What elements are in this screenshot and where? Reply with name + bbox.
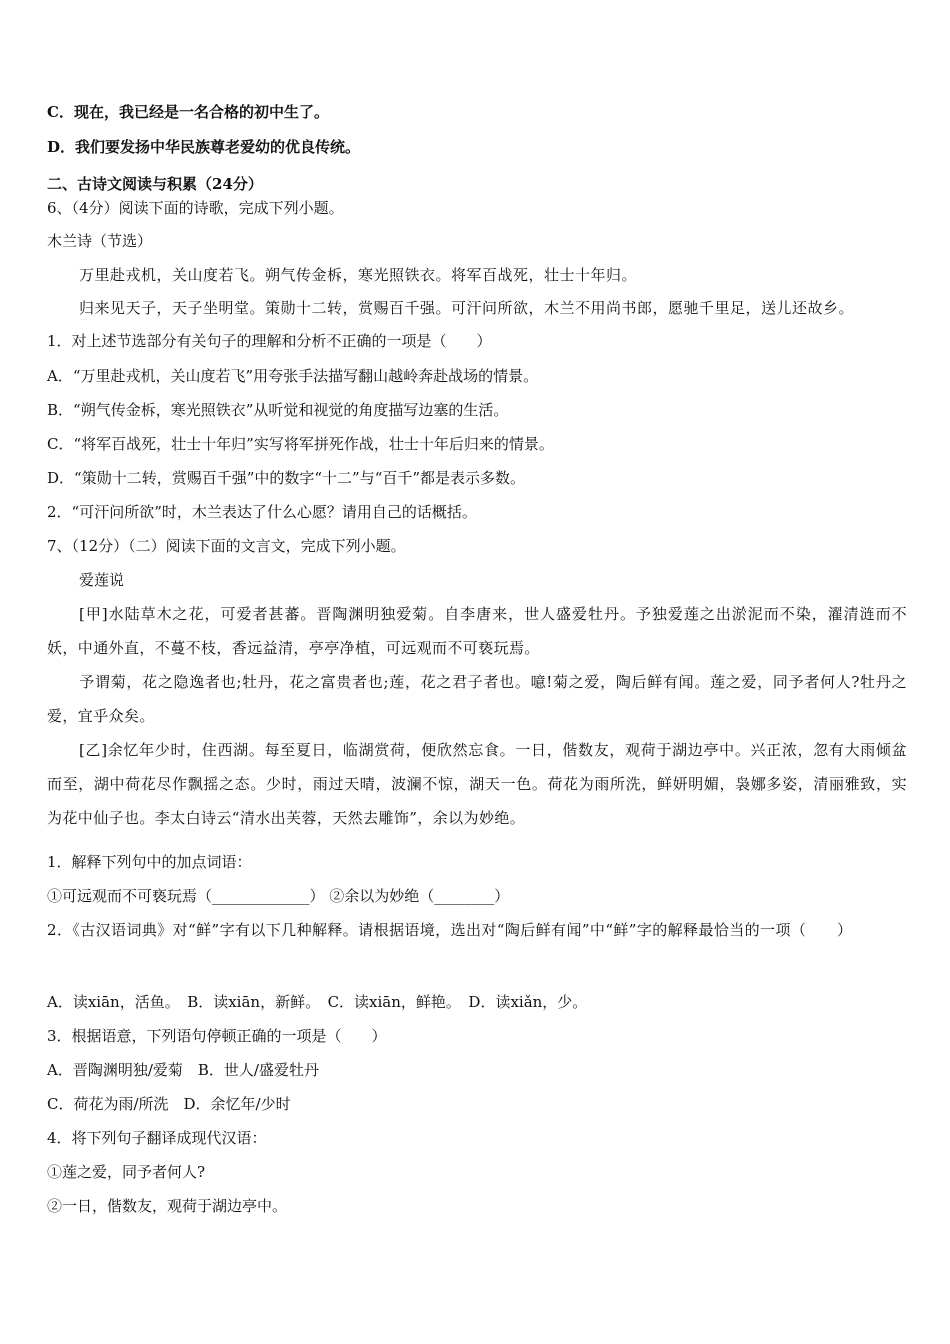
q7-sub4: 4．将下列句子翻译成现代汉语： xyxy=(47,1129,267,1147)
q7-para-yi xyxy=(47,733,907,835)
q7-sub3-options-cd: C．荷花为雨/所洗 D．余忆年/少时 xyxy=(47,1095,291,1113)
q6-option-d: D．“策勋十二转，赏赐百千强”中的数字“十二”与“百千”都是表示多数。 xyxy=(47,469,526,487)
q6-option-a: A．“万里赴戎机，关山度若飞”用夸张手法描写翻山越岭奔赴战场的情景。 xyxy=(47,367,539,385)
q5-option-d: D．我们要发扬中华民族尊老爱幼的优良传统。 xyxy=(47,138,361,156)
q7-sub2: 2．《古汉语词典》对“鲜”字有以下几种解释。请根据语境，选出对“陶后鲜有闻”中“鲜”字的解释最恰当的一项（ ） xyxy=(47,921,853,939)
q6-sub2: 2．“可汗问所欲”时，木兰表达了什么心愿？请用自己的话概括。 xyxy=(47,503,477,521)
q7-sub2-options: A．读xiān，活鱼。 B．读xiān，新鲜。 C．读xiān，鲜艳。 D．读xiǎn，少。 xyxy=(47,993,588,1011)
q7-sub1-items: ①可远观而不可亵玩焉（_____________） ②余以为妙绝（________） xyxy=(47,887,510,905)
q7-para-2 xyxy=(47,665,907,733)
q7-sub1: 1．解释下列句中的加点词语： xyxy=(47,853,252,871)
q6-option-b: B．“朔气传金柝，寒光照铁衣”从听觉和视觉的角度描写边塞的生活。 xyxy=(47,401,509,419)
section2-heading: 二、古诗文阅读与积累（24分） xyxy=(47,175,263,193)
q6-stem: 6、（4分）阅读下面的诗歌，完成下列小题。 xyxy=(47,199,344,217)
q7-sub2-wrap xyxy=(47,913,907,947)
q7-title: 爱莲说 xyxy=(79,571,125,589)
q7-para-jia-text: [甲]水陆草木之花，可爱者甚蕃。晋陶渊明独爱菊。自李唐来，世人盛爱牡丹。予独爱莲之出淤泥而不染，濯清涟而不妖，中通外直，不蔓不枝，香远益清，亭亭净植，可远观而不可亵玩焉。 xyxy=(47,605,907,657)
q6-poem-title: 木兰诗（节选） xyxy=(47,232,153,250)
q7-sub3-options-ab: A．晋陶渊明独/爱菊 B．世人/盛爱牡丹 xyxy=(47,1061,319,1079)
q7-para-yi-text: [乙]余忆年少时，住西湖。每至夏日，临湖赏荷，便欣然忘食。一日，偕数友，观荷于湖边亭中。兴正浓，忽有大雨倾盆而至，湖中荷花尽作飘摇之态。少时，雨过天晴，波澜不惊，湖天一色。荷花为雨所洗，鲜妍明媚，袅娜多姿，清丽雅致，实为花中仙子也。李太白诗云“清水出芙蓉，天然去雕饰”，余以为妙绝。 xyxy=(47,741,907,827)
q7-para-2-text: 予谓菊，花之隐逸者也;牡丹，花之富贵者也;莲，花之君子者也。噫!菊之爱，陶后鲜有闻。莲之爱，同予者何人?牡丹之爱，宜乎众矣。 xyxy=(47,673,907,725)
q6-poem-line2: 归来见天子，天子坐明堂。策勋十二转，赏赐百千强。可汗问所欲，木兰不用尚书郎，愿驰千里足，送儿还故乡。 xyxy=(79,299,855,317)
q5-option-c: C．现在，我已经是一名合格的初中生了。 xyxy=(47,103,329,121)
q7-sub4-item2: ②一日，偕数友，观荷于湖边亭中。 xyxy=(47,1197,288,1215)
q7-para-jia xyxy=(47,597,907,665)
q6-poem-line1: 万里赴戎机，关山度若飞。朔气传金柝，寒光照铁衣。将军百战死，壮士十年归。 xyxy=(79,266,638,284)
q6-option-c: C．“将军百战死，壮士十年归”实写将军拼死作战，壮士十年后归来的情景。 xyxy=(47,435,554,453)
q7-stem: 7、（12分）（二）阅读下面的文言文，完成下列小题。 xyxy=(47,537,406,555)
q7-sub4-item1: ①莲之爱，同予者何人? xyxy=(47,1163,206,1181)
q7-sub3: 3．根据语意，下列语句停顿正确的一项是（ ） xyxy=(47,1027,387,1045)
q6-sub1: 1．对上述节选部分有关句子的理解和分析不正确的一项是（ ） xyxy=(47,332,492,350)
